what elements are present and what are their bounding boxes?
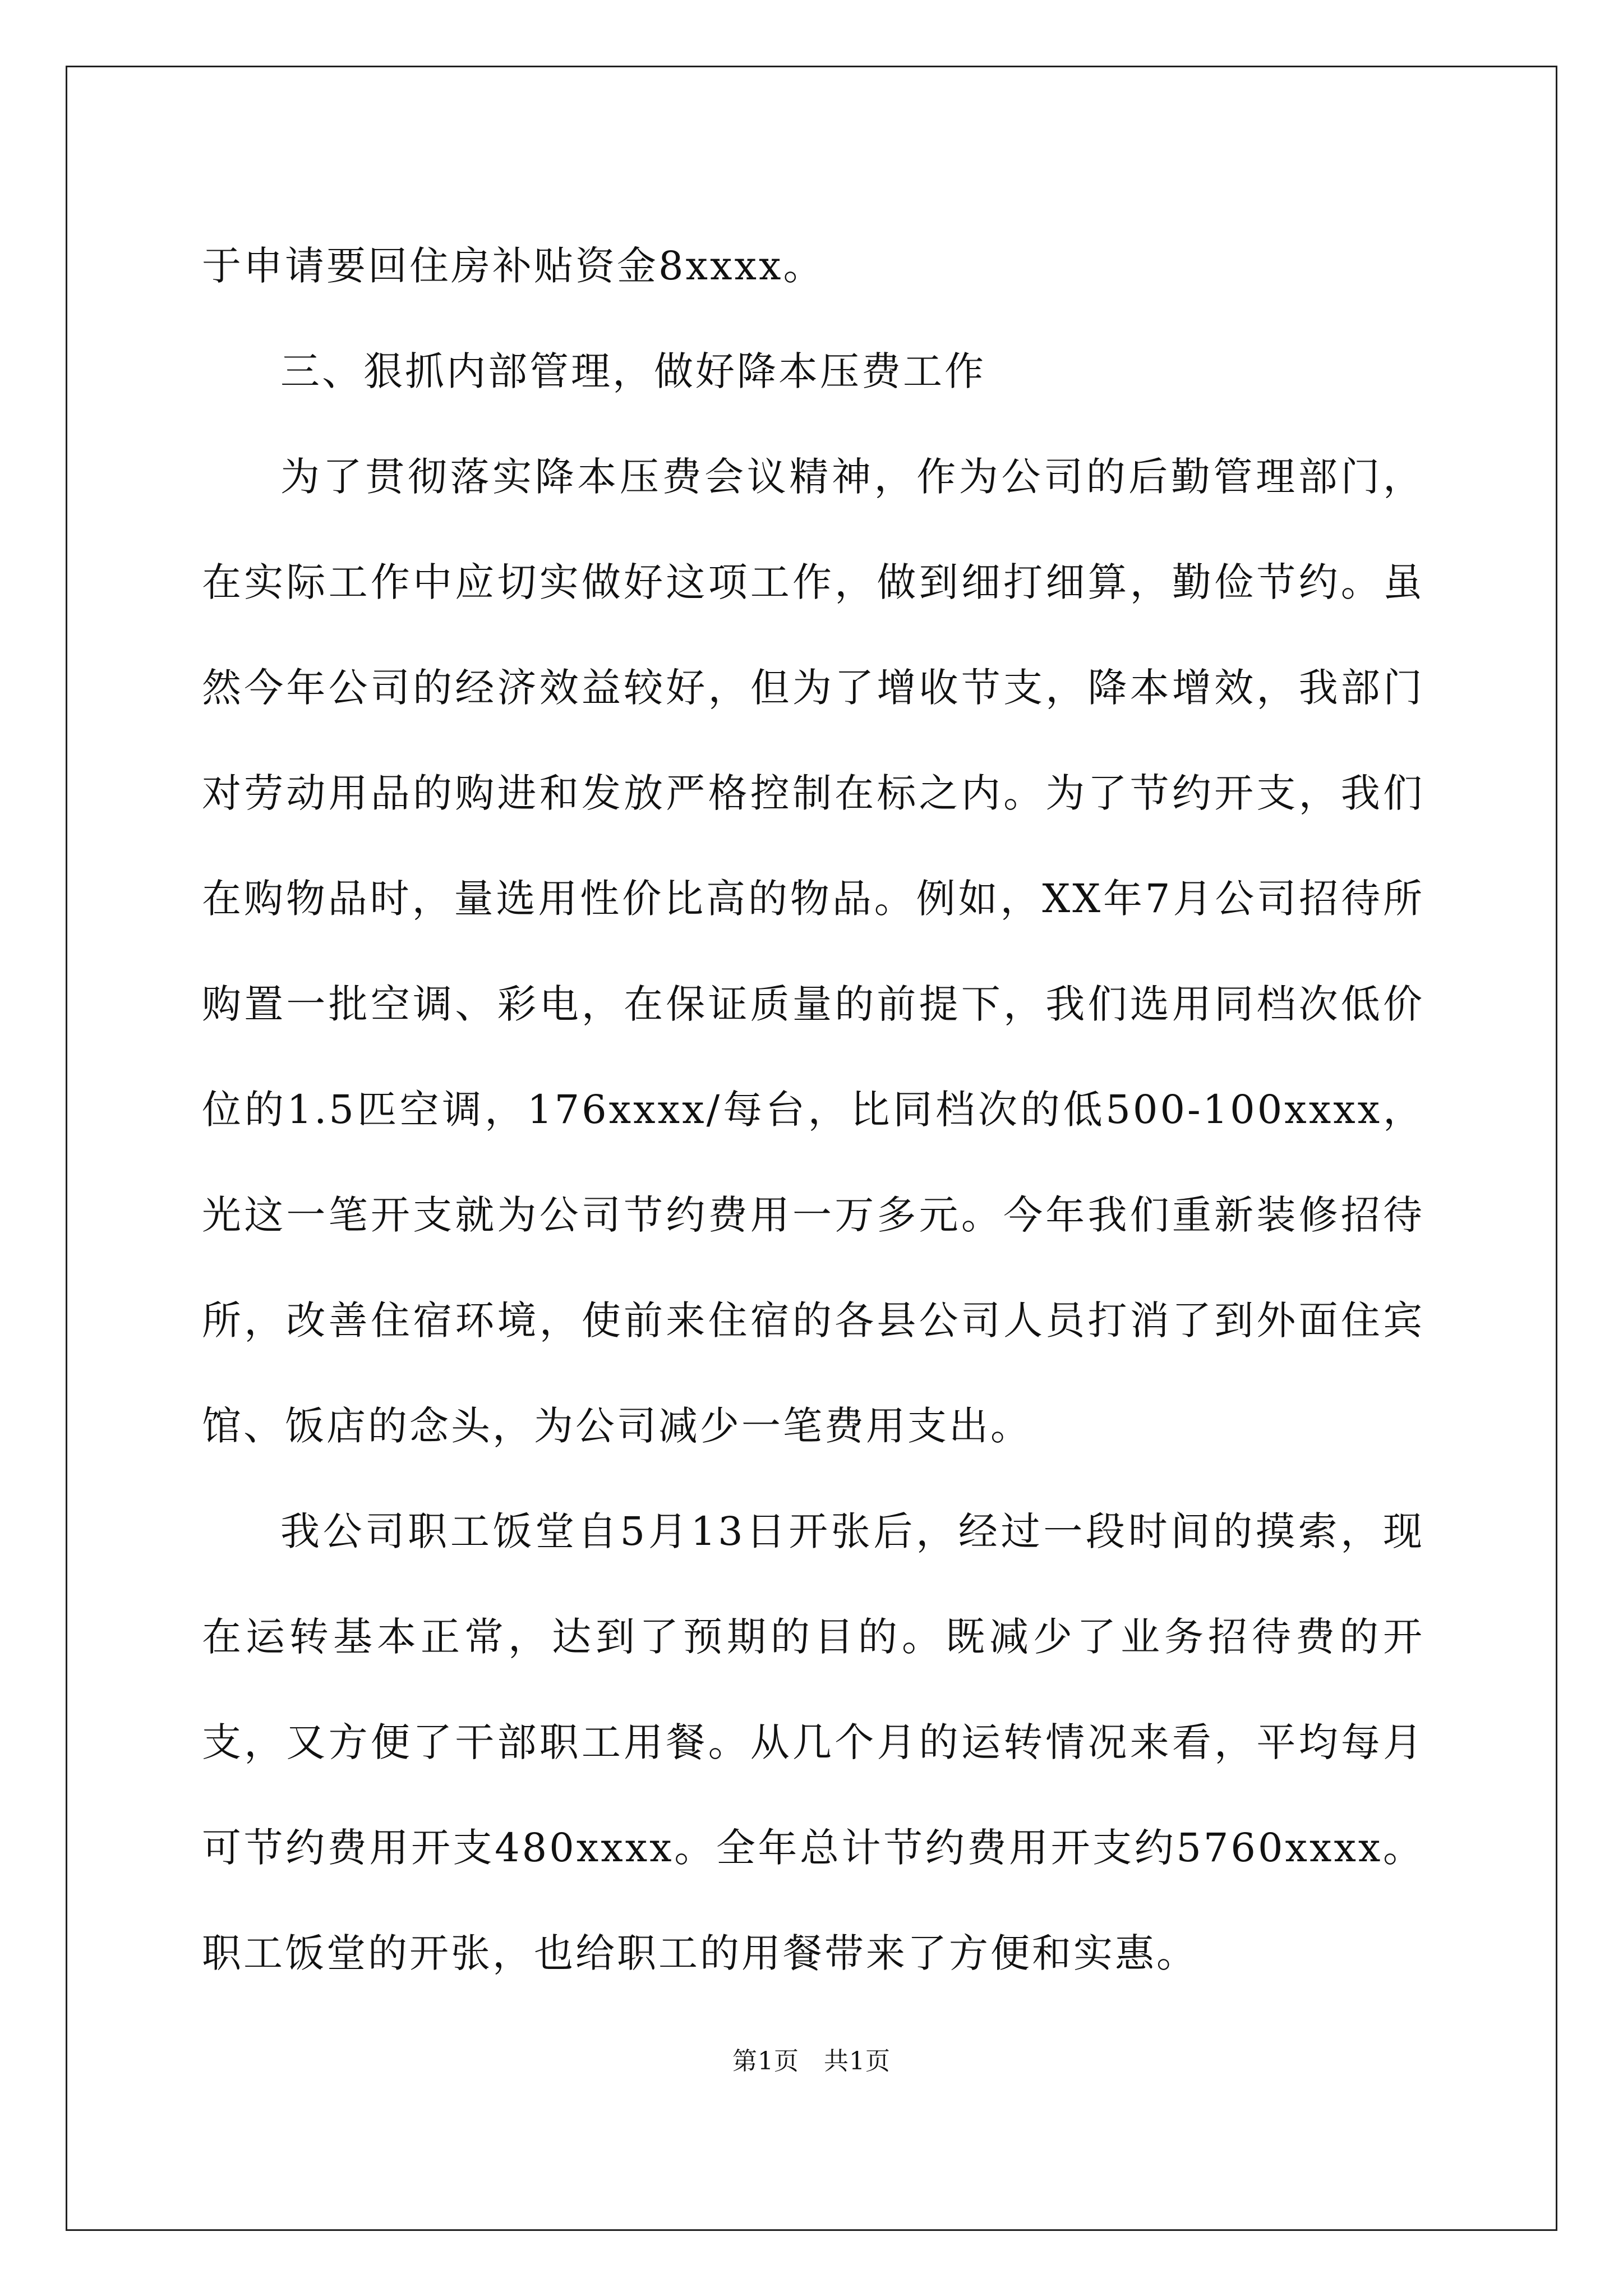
document-body [202,213,1424,2006]
page-footer [0,2045,1623,2078]
page-number: 第1页 [732,2047,799,2076]
paragraph-cost-reduction: 为了贯彻落实降本压费会议精神，作为公司的后勤管理部门，在实际工作中应切实做好这项工作，做到细打细算，勤俭节约。虽然今年公司的经济效益较好，但为了增收节支，降本增效，我部门对劳动用品的购进和发放严格控制在标之内。为了节约开支，我们在购物品时，量选用性价比高的物品。例如，XX年7月公司招待所购置一批空调、彩电，在保证质量的前提下，我们选用同档次低价位的1.5匹空调，176xxxx/每台，比同档次的低500-100xxxx，光这一笔开支就为公司节约费用一万多元。今年我们重新装修招待所，改善住宿环境，使前来住宿的各县公司人员打消了到外面住宾馆、饭店的念头，为公司减少一笔费用支出。 [202,454,1424,1449]
paragraph-continuation: 于申请要回住房补贴资金8xxxx。 [202,243,825,289]
page-total: 共1页 [824,2047,891,2076]
paragraph-staff-canteen: 我公司职工饭堂自5月13日开张后，经过一段时间的摸索，现在运转基本正常，达到了预期的目的。既减少了业务招待费的开支，又方便了干部职工用餐。从几个月的运转情况来看，平均每月可节约费用开支480xxxx。全年总计节约费用开支约5760xxxx。职工饭堂的开张，也给职工的用餐带来了方便和实惠。 [202,1508,1424,1976]
section-heading: 三、狠抓内部管理，做好降本压费工作 [280,348,986,394]
